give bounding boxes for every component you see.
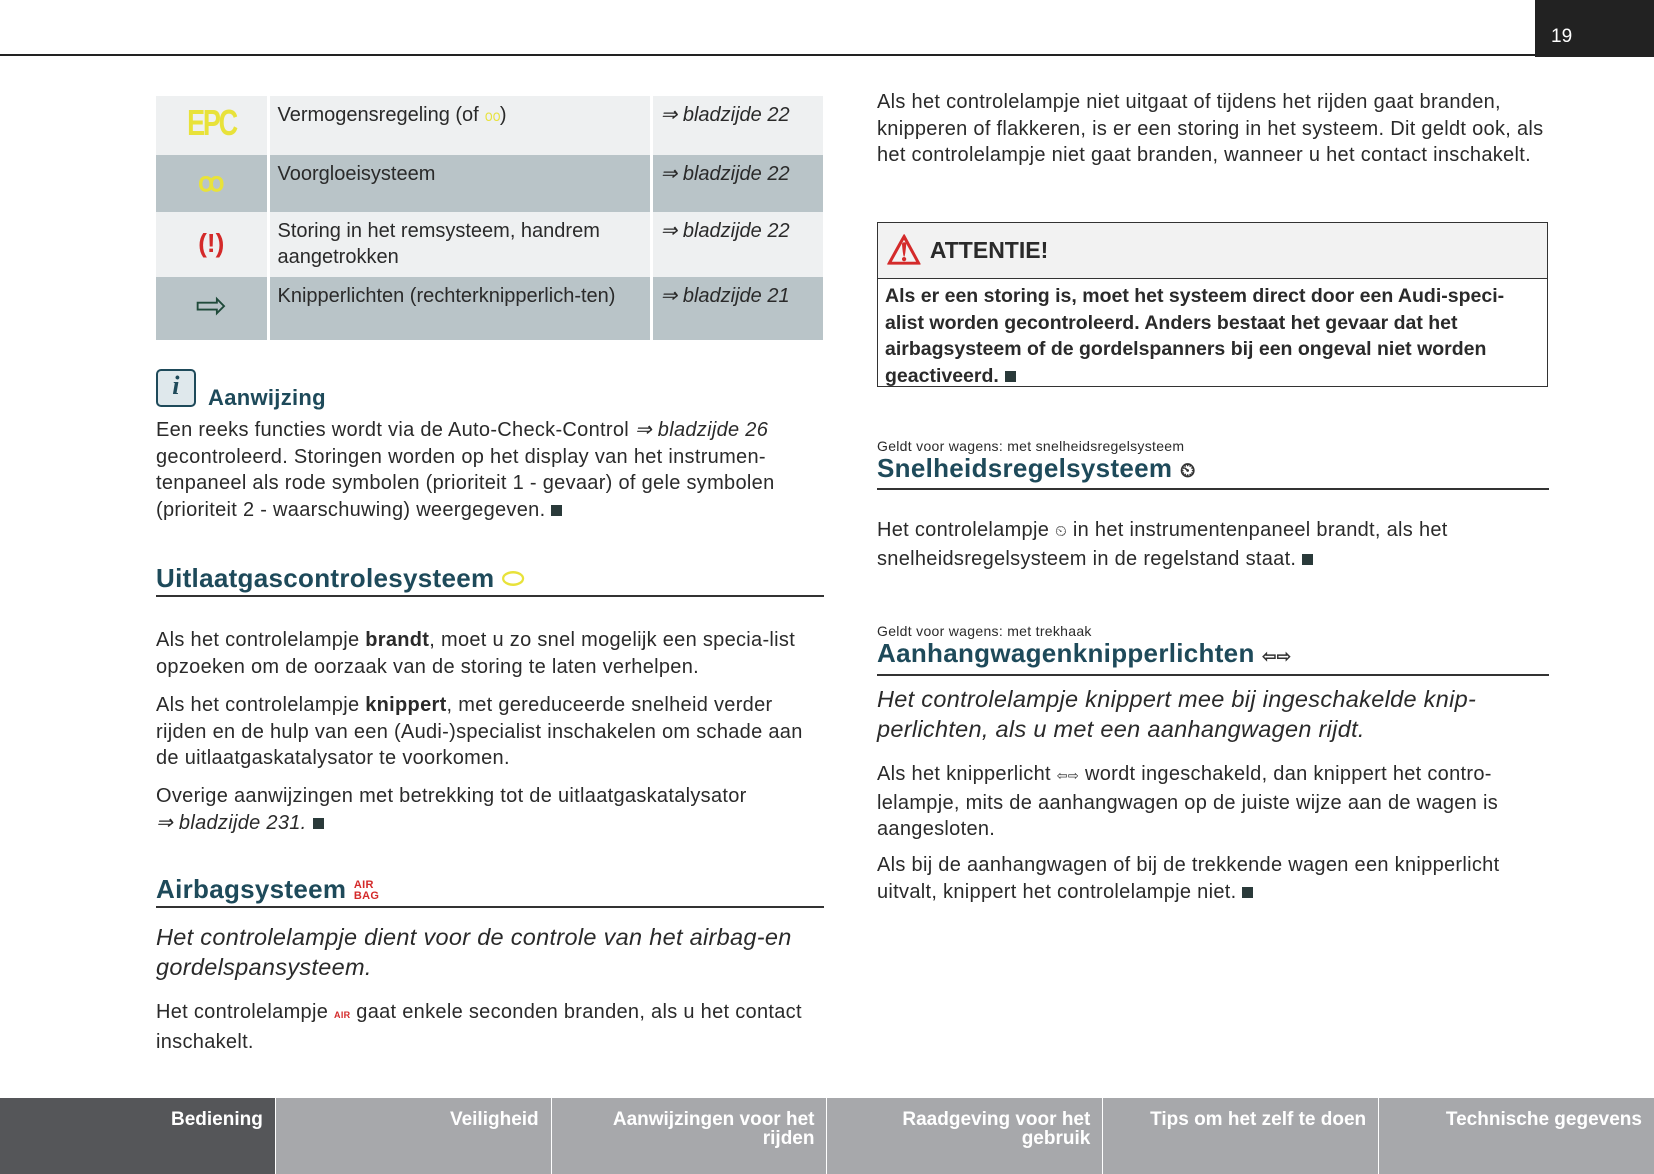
- trailer-signal-icon: ⇦⇨: [1262, 647, 1292, 666]
- tab-aanwijzingen[interactable]: Aanwijzingen voor het rijden: [551, 1098, 827, 1174]
- end-mark-icon: [1005, 371, 1016, 382]
- glow-plug-icon: ൦൦: [484, 108, 500, 125]
- glow-plug-icon: ꝏ: [156, 155, 268, 212]
- trailer-signal-icon: ⇦⇨: [1056, 768, 1080, 783]
- applies-to: Geldt voor wagens: met snelheidsregelsysteem: [877, 438, 1185, 454]
- intro-text: Het controlelampje knippert mee bij ingeschakelde knip-perlichten, als u met een aanhangwagen rijdt.: [877, 686, 1477, 742]
- section-heading: Snelheidsregelsysteem ⏲: [877, 455, 1549, 490]
- table-cell-label: Voorgloeisysteem: [268, 155, 651, 212]
- paragraph: Als bij de aanhangwagen of bij de trekkende wagen een knipperlicht uitvalt, knippert het controlelampje niet.: [877, 854, 1500, 903]
- epc-icon: EPC: [156, 96, 268, 155]
- warning-triangle-icon: ⚠: [886, 228, 922, 273]
- warning-lights-table: [156, 96, 823, 340]
- header-rule: [0, 54, 1535, 56]
- section-heading: Uitlaatgascontrolesysteem ⬭: [156, 565, 824, 597]
- table-row: [156, 155, 823, 212]
- end-mark-icon: [551, 505, 562, 516]
- brake-warning-icon: (!): [156, 212, 268, 277]
- warning-text: Als er een storing is, moet het systeem direct door een Audi-speci-alist worden gecontroleerd. Anders bestaat het gevaar dat het airbagsysteem of de gordelspanners bij een ongeval niet worden geactiveerd.: [885, 285, 1505, 387]
- applies-to: Geldt voor wagens: met trekhaak: [877, 623, 1092, 639]
- end-mark-icon: [1302, 554, 1313, 565]
- warning-title: ATTENTIE!: [929, 237, 1049, 263]
- table-cell-ref[interactable]: ⇒ bladzijde 21: [660, 285, 790, 307]
- paragraph: Overige aanwijzingen met betrekking tot de uitlaatgaskatalysator ⇒ bladzijde 231.: [156, 785, 747, 834]
- page-number: 19: [1535, 0, 1654, 57]
- tab-raadgeving[interactable]: Raadgeving voor het gebruik: [826, 1098, 1102, 1174]
- tab-veiligheid[interactable]: Veiligheid: [275, 1098, 551, 1174]
- end-mark-icon: [313, 818, 324, 829]
- note-title: Aanwijzing: [208, 385, 326, 410]
- table-cell-label: Vermogensregeling (of ൦൦): [268, 96, 651, 155]
- airbag-icon: AIR: [334, 1010, 351, 1020]
- table-cell-label: Storing in het remsysteem, handrem aangetrokken: [268, 212, 651, 277]
- section-heading: Aanhangwagenknipperlichten ⇦⇨: [877, 640, 1549, 676]
- engine-check-icon: ⬭: [501, 563, 525, 593]
- tab-bediening[interactable]: Bediening: [0, 1098, 275, 1174]
- page-link[interactable]: ⇒ bladzijde 231.: [156, 811, 307, 834]
- table-row: [156, 212, 823, 277]
- cruise-control-icon: ⏲: [1055, 523, 1068, 540]
- paragraph: Als het controlelampje brandt, moet u zo snel mogelijk een specia-list opzoeken om de oorzaak van de storing te laten verhelpen.: [156, 629, 796, 678]
- tab-technische-gegevens[interactable]: Technische gegevens: [1378, 1098, 1654, 1174]
- note-text: Een reeks functies wordt via de Auto-Check-Control ⇒ bladzijde 26 gecontroleerd. Storingen worden op het display van het instrumen-tenpaneel als rode symbolen (prioriteit 1 - gevaar) of gele symbolen (prioriteit 2 - waarschuwing) weergegeven.: [156, 419, 775, 521]
- table-row: [156, 96, 823, 155]
- table-cell-ref[interactable]: ⇒ bladzijde 22: [660, 220, 790, 242]
- table-cell-ref[interactable]: ⇒ bladzijde 22: [660, 163, 790, 185]
- cruise-control-icon: ⏲: [1179, 460, 1196, 482]
- paragraph: Het controlelampje ⏲ in het instrumentenpaneel brandt, als het snelheidsregelsysteem in de regelstand staat.: [877, 519, 1448, 570]
- page-link[interactable]: ⇒ bladzijde 26: [634, 419, 769, 441]
- table-cell-label: Knipperlichten (rechterknipperlich-ten): [268, 277, 651, 340]
- turn-signal-right-icon: ⇨: [156, 277, 268, 340]
- warning-box: [877, 222, 1548, 387]
- paragraph: Het controlelampje AIR gaat enkele seconden branden, als u het contact inschakelt.: [156, 1001, 802, 1053]
- info-icon: i: [156, 369, 196, 407]
- section-heading: Airbagsysteem AIR BAG: [156, 876, 824, 908]
- paragraph: Als het controlelampje knippert, met gereduceerde snelheid verder rijden en de hulp van een (Audi-)specialist inschakelen om schade aan de uitlaatgaskatalysator te voorkomen.: [156, 694, 803, 769]
- airbag-icon: AIR BAG: [353, 879, 380, 903]
- paragraph: Als het knipperlicht ⇦⇨ wordt ingeschakeld, dan knippert het contro-lelampje, mits de aanhangwagen op de juiste wijze aan de wagen is aangesloten.: [877, 763, 1498, 840]
- intro-text: Het controlelampje dient voor de controle van het airbag-en gordelspansysteem.: [156, 924, 792, 980]
- end-mark-icon: [1242, 887, 1253, 898]
- tab-tips[interactable]: Tips om het zelf te doen: [1102, 1098, 1378, 1174]
- paragraph: Als het controlelampje niet uitgaat of tijdens het rijden gaat branden, knipperen of flakkeren, is er een storing in het systeem. Dit geldt ook, als het controlelampje niet gaat branden, wanneer u het contact inschakelt.: [877, 91, 1544, 166]
- table-cell-ref[interactable]: ⇒ bladzijde 22: [660, 104, 790, 126]
- table-row: [156, 277, 823, 340]
- chapter-tabs: [0, 1098, 1654, 1174]
